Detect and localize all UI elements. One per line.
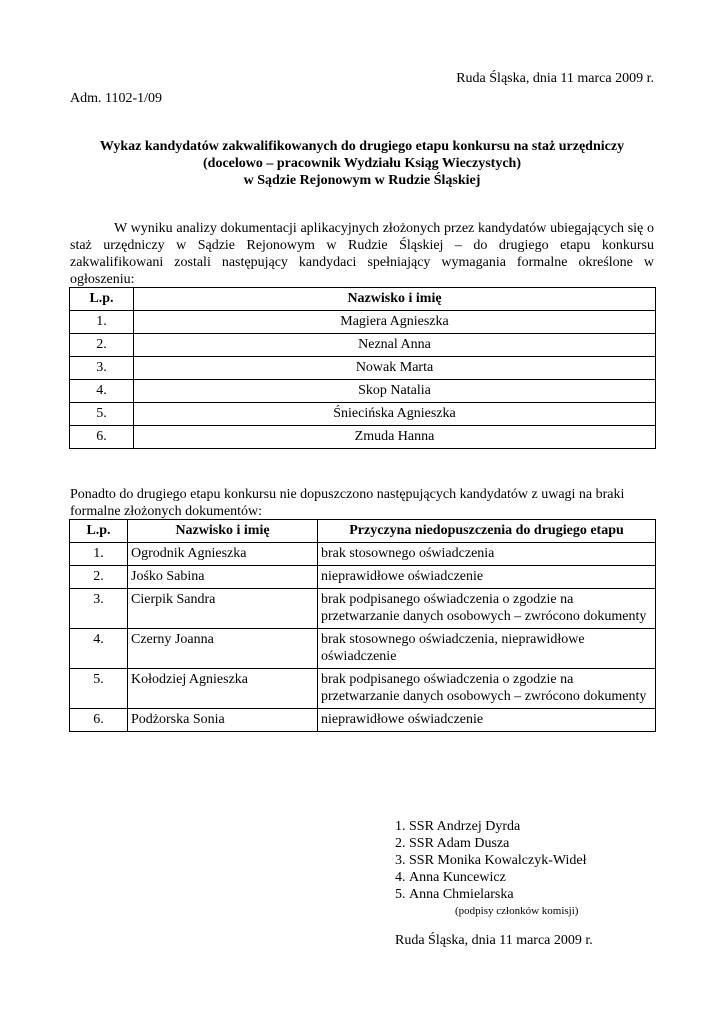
reference-number: Adm. 1102-1/09: [70, 91, 163, 106]
signatures-note: (podpisy członków komisji): [455, 905, 579, 917]
cell-lp: 1.: [70, 543, 128, 566]
cell-name: Cierpik Sandra: [128, 589, 318, 629]
title-line-1: Wykaz kandydatów zakwalifikowanych do drugiego etapu konkursu na staż urzędniczy: [99, 139, 625, 154]
date-line-bottom: Ruda Śląska, dnia 11 marca 2009 r.: [395, 933, 593, 948]
table-row: [70, 669, 656, 709]
cell-lp: 4.: [70, 629, 128, 669]
table-row: [70, 403, 656, 426]
cell-name: Jośko Sabina: [128, 566, 318, 589]
cell-name: Śniecińska Agnieszka: [134, 403, 656, 426]
committee-signatures: [385, 818, 587, 919]
cell-lp: 5.: [70, 403, 134, 426]
cell-name: Podżorska Sonia: [128, 709, 318, 732]
table-row: [70, 543, 656, 566]
column-header-reason: Przyczyna niedopuszczenia do drugiego etapu: [318, 520, 656, 543]
column-header-lp: L.p.: [70, 288, 134, 311]
list-item: 4. Anna Kuncewicz: [409, 869, 587, 886]
cell-lp: 2.: [70, 566, 128, 589]
cell-lp: 1.: [70, 311, 134, 334]
cell-reason: brak podpisanego oświadczenia o zgodzie na przetwarzanie danych osobowych – zwrócono dokumenty: [318, 589, 656, 629]
document-title: [70, 138, 654, 189]
column-header-name: Nazwisko i imię: [128, 520, 318, 543]
list-item: 1. SSR Andrzej Dyrda: [409, 818, 587, 835]
cell-name: Magiera Agnieszka: [134, 311, 656, 334]
qualified-candidates-table: [69, 287, 656, 449]
table-row: [70, 426, 656, 449]
cell-reason: nieprawidłowe oświadczenie: [318, 709, 656, 732]
table-row: [70, 629, 656, 669]
cell-name: Nowak Marta: [134, 357, 656, 380]
date-line-top: Ruda Śląska, dnia 11 marca 2009 r.: [456, 71, 654, 86]
cell-lp: 2.: [70, 334, 134, 357]
title-line-2: (docelowo – pracownik Wydziału Ksiąg Wieczystych): [203, 156, 521, 171]
table-row: [70, 566, 656, 589]
intro-text: W wyniku analizy dokumentacji aplikacyjnych złożonych przez kandydatów ubiegających się o staż urzędniczy w Sądzie Rejonowym w Rudzie Śląskiej – do drugiego etapu konkursu zakwalifikowani zostali następujący kandydaci spełniający wymagania formalne określone w ogłoszeniu:: [70, 221, 654, 287]
cell-name: Ogrodnik Agnieszka: [128, 543, 318, 566]
title-line-3: w Sądzie Rejonowym w Rudzie Śląskiej: [243, 173, 481, 188]
table-row: [70, 311, 656, 334]
table-row: [70, 334, 656, 357]
cell-reason: nieprawidłowe oświadczenie: [318, 566, 656, 589]
table-row: [70, 709, 656, 732]
table-header-row: [70, 520, 656, 543]
table-row: [70, 357, 656, 380]
cell-lp: 3.: [70, 589, 128, 629]
cell-reason: brak podpisanego oświadczenia o zgodzie na przetwarzanie danych osobowych – zwrócono dokumenty: [318, 669, 656, 709]
cell-lp: 6.: [70, 426, 134, 449]
column-header-lp: L.p.: [70, 520, 128, 543]
cell-lp: 3.: [70, 357, 134, 380]
cell-lp: 6.: [70, 709, 128, 732]
cell-name: Kołodziej Agnieszka: [128, 669, 318, 709]
list-item: 2. SSR Adam Dusza: [409, 835, 587, 852]
table-header-row: [70, 288, 656, 311]
rejected-candidates-table: [69, 519, 656, 732]
intro-paragraph: [70, 220, 654, 288]
cell-name: Czerny Joanna: [128, 629, 318, 669]
table-row: [70, 380, 656, 403]
rejected-intro: Ponadto do drugiego etapu konkursu nie dopuszczono następujących kandydatów z uwagi na braki formalne złożonych dokumentów:: [70, 487, 625, 519]
cell-reason: brak stosownego oświadczenia, nieprawidłowe oświadczenie: [318, 629, 656, 669]
list-item: 3. SSR Monika Kowalczyk-Wideł: [409, 852, 587, 869]
cell-lp: 4.: [70, 380, 134, 403]
cell-name: Zmuda Hanna: [134, 426, 656, 449]
cell-reason: brak stosownego oświadczenia: [318, 543, 656, 566]
list-item: 5. Anna Chmielarska: [409, 886, 587, 903]
column-header-name: Nazwisko i imię: [134, 288, 656, 311]
cell-name: Neznal Anna: [134, 334, 656, 357]
table-row: [70, 589, 656, 629]
committee-member-list: [385, 818, 587, 903]
cell-lp: 5.: [70, 669, 128, 709]
cell-name: Skop Natalia: [134, 380, 656, 403]
